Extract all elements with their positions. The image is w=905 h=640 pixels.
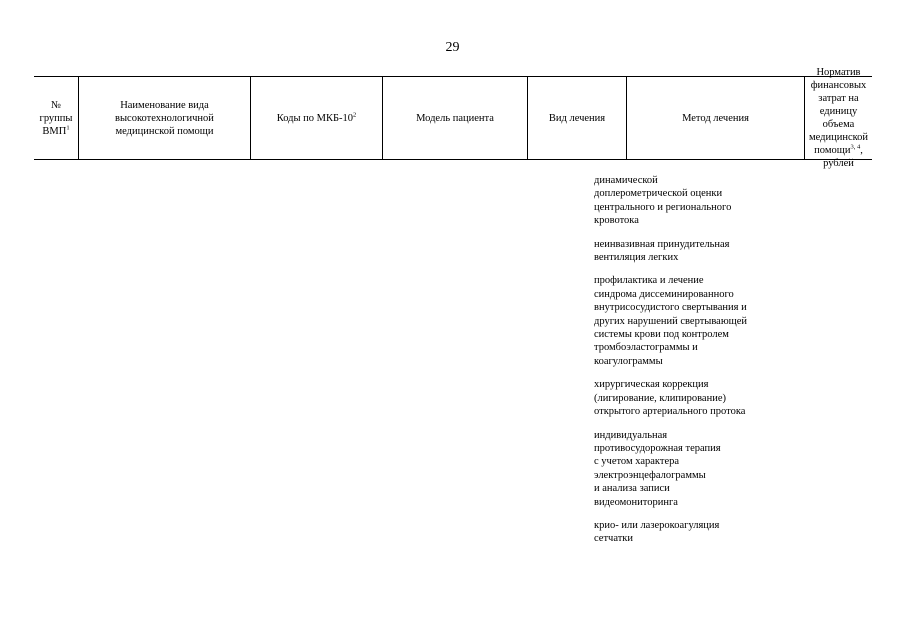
header-group-no <box>34 77 78 159</box>
page-number: 29 <box>445 40 460 55</box>
method-item: крио- или лазерокоагуляция сетчатки <box>594 519 720 545</box>
header-norm <box>804 67 872 169</box>
header-patient-model <box>382 77 527 159</box>
method-item: динамической доплерометрической оценки центрального и регионального кровотока <box>594 175 732 227</box>
header-norm-text: Норматив финансовых затрат на единицу объема медицинской помощи <box>808 67 869 156</box>
header-treatment-method <box>626 77 804 159</box>
method-item: индивидуальная противосудорожная терапия с учетом характера электроэнцефалограммы и анализа записи видеомониторинга <box>594 429 721 508</box>
header-name <box>78 77 250 159</box>
treatment-method-list <box>594 174 774 556</box>
method-item: профилактика и лечение синдрома диссеминированного внутрисосудистого свертывания и других нарушений свертывающей системы крови под контролем тромбоэластограммы и коагулограммы <box>594 275 748 367</box>
header-patient-model-text: Модель пациента <box>416 112 494 124</box>
method-item: неинвазивная принудительная вентиляция легких <box>594 238 730 264</box>
header-group-no-text: № группы ВМП <box>39 99 73 137</box>
header-norm-sup: 3, 4 <box>850 143 861 151</box>
header-treatment-type-text: Вид лечения <box>548 112 606 124</box>
header-codes-text: Коды по МКБ-10 <box>276 112 354 124</box>
header-group-no-sup: 1 <box>66 124 70 131</box>
header-name-text: Наименование вида высокотехнологичной медицинской помощи <box>115 99 214 137</box>
table-header <box>34 67 872 169</box>
header-codes <box>250 77 382 159</box>
method-item: хирургическая коррекция (лигирование, клипирование) открытого артериального протока <box>594 379 746 418</box>
header-treatment-type <box>527 77 626 159</box>
header-norm-tail: , рублей <box>823 145 863 169</box>
header-treatment-method-text: Метод лечения <box>682 112 749 124</box>
header-codes-sup: 2 <box>353 111 357 118</box>
